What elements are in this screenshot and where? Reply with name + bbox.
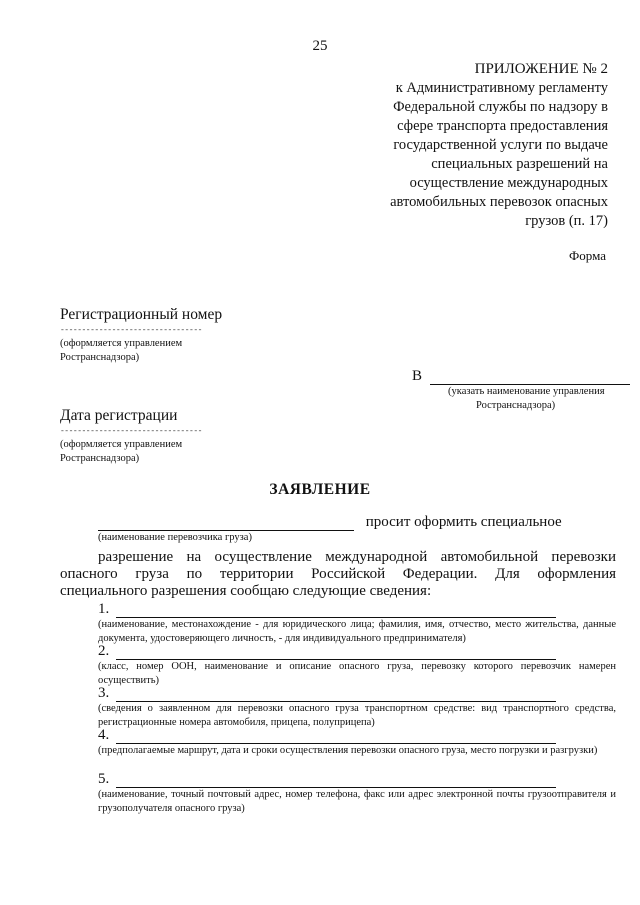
item-number: 3. [98,685,110,701]
item-note: (предполагаемые маршрут, дата и сроки осуществления перевозки опасного груза, место погрузки и разгрузки) [98,745,598,756]
item-3 [60,685,616,730]
form-label: Форма [569,248,606,263]
carrier-name-line[interactable] [98,516,354,531]
appendix-line: осуществление международных [409,175,608,191]
appendix-line: автомобильных перевозок опасных [390,194,608,210]
item-2 [60,643,616,688]
recipient-field [412,368,630,385]
recipient-note [448,385,605,413]
item-number: 1. [98,601,110,617]
carrier-note: (наименование перевозчика груза) [98,532,252,543]
recipient-note-line: (указать наименование управления [448,386,605,397]
carrier-text: просит оформить специальное [365,514,562,530]
statement-line: специального разрешения сообщаю следующие сведения: [60,583,432,599]
item-number: 4. [98,727,110,743]
appendix-header [348,60,608,231]
reg-date-note: (оформляется управлением [60,439,183,450]
document-heading: ЗАЯВЛЕНИЕ [269,481,371,498]
item-note: (класс, номер ООН, наименование и описание опасного груза, перевозку которого перевозчик намерен осуществить) [98,661,616,686]
registration-dashes: --------------------------------- [60,326,202,335]
registration-note: Ространснадзора) [60,352,140,363]
appendix-line: к Административному регламенту [395,80,608,96]
reg-date-label: Дата регистрации [60,407,178,424]
appendix-line: государственной услуги по выдаче [393,137,608,153]
appendix-line: Федеральной службы по надзору в [393,99,608,115]
appendix-line: специальных разрешений на [431,156,608,172]
reg-date-note: Ространснадзора) [60,453,140,464]
item-number: 2. [98,643,110,659]
recipient-input-line[interactable] [430,370,630,385]
registration-label: Регистрационный номер [60,306,223,323]
reg-date-dashes: --------------------------------- [60,427,202,436]
item-input-line[interactable] [116,773,556,788]
appendix-line: грузов (п. 17) [525,213,608,229]
item-input-line[interactable] [116,603,556,618]
reg-date-block [60,407,202,466]
item-5 [60,771,616,816]
item-1 [60,601,616,646]
appendix-line: сфере транспорта предоставления [397,118,608,134]
recipient-prefix: В [412,368,423,384]
statement-line: опасного груза по территории Российской Федерации. Для оформления [60,566,616,582]
item-input-line[interactable] [116,645,556,660]
item-note: (наименование, местонахождение - для юридического лица; фамилия, имя, отчество, место жительства, данные документа, удостоверяющего личность, - для индивидуального предпринимателя) [98,619,616,644]
item-4 [60,727,616,758]
statement-line: разрешение на осуществление международной автомобильной перевозки [98,549,616,565]
item-input-line[interactable] [116,729,556,744]
registration-block [60,306,222,365]
recipient-note-line: Ространснадзора) [476,400,556,411]
item-note: (наименование, точный почтовый адрес, номер телефона, факс или адрес электронной почты грузоотправителя и грузополучателя опасного груза) [98,789,616,814]
item-note: (сведения о заявленном для перевозки опасного груза транспортном средстве: вид транспортного средства, регистрационные номера автомобиля, прицепа, полуприцепа) [98,703,616,728]
statement-block [60,514,616,600]
item-number: 5. [98,771,110,787]
page-number: 25 [312,38,328,54]
registration-note: (оформляется управлением [60,338,183,349]
appendix-title: ПРИЛОЖЕНИЕ № 2 [474,61,608,77]
item-input-line[interactable] [116,687,556,702]
